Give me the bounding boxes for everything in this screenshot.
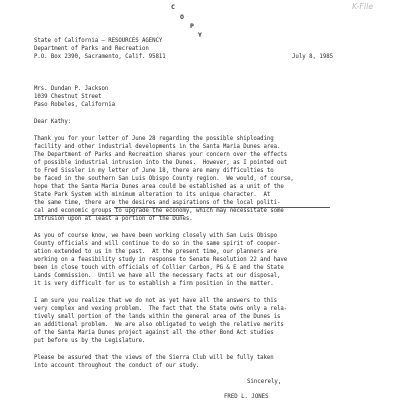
body-line: into account throughout the conduct of our study. [34, 363, 200, 369]
copy-stamp-letter: Y [198, 31, 202, 39]
letterhead-address: P.O. Box 2390, Sacramento, Calif. 95811 [34, 54, 166, 60]
body-line: State Park System with minimum alteration to its unique character. At [34, 192, 271, 198]
body-line: of possible industrial intrusion into the Dunes. However, as I pointed out [34, 160, 288, 166]
body-line: Lands Commission. Until we have all the necessary facts at our disposal, [34, 273, 281, 279]
body-line: the same time, there are the desires and aspirations of the local politi- [34, 200, 281, 206]
body-line: tively small portion of the lands within the general area of the Dunes is [34, 314, 281, 320]
body-line: it is very difficult for us to establish a firm position in the matter. [34, 281, 274, 287]
handwritten-underline [114, 207, 330, 208]
recipient-city: Paso Robeles, California [34, 102, 115, 108]
body-line: Please be assured that the views of the Sierra Club will be fully taken [34, 355, 274, 361]
body-line: hope that the Santa Maria Dunes area could be established as a unit of the [34, 184, 284, 190]
body-line: been in close touch with officials of Collier Carbon, PG & E and the State [34, 265, 284, 271]
body-line: ation extended to us in the past. At the present time, our planners are [34, 249, 277, 255]
recipient-name: Mrs. Dundan P. Jackson [34, 86, 109, 92]
letterhead-agency: State of California — RESOURCES AGENCY [34, 38, 163, 44]
salutation: Dear Kathy: [34, 119, 72, 125]
handwritten-underline [34, 215, 184, 216]
letterhead-department: Department of Parks and Recreation [34, 46, 149, 52]
body-line: of the Santa Maria Dunes project against all the other Bond Act studies [34, 330, 274, 336]
body-line: put before us by the Legislature. [34, 338, 146, 344]
body-line: be faced in the southern San Luis Obispo County region. We would, of course, [34, 176, 294, 182]
copy-stamp-letter: O [180, 13, 184, 21]
body-line: cal and economic groups to upgrade the economy, which may necessitate some [34, 208, 284, 214]
recipient-street: 1039 Chestnut Street [34, 94, 102, 100]
body-line: facility and other industrial developments in the Santa Maria Dunes area. [34, 144, 281, 150]
body-line: The Department of Parks and Recreation shares your concern over the effects [34, 152, 288, 158]
copy-stamp-letter: P [190, 22, 194, 30]
body-line: County officials and will continue to do so in the same spirit of cooper- [34, 241, 281, 247]
body-line: As you of course know, we have been working closely with San Luis Obispo [34, 233, 277, 239]
body-line: I am sure you realize that we do not as yet have all the answers to this [34, 298, 277, 304]
body-line: very complex and vexing problem. The fact that the State owns only a rela- [34, 306, 288, 312]
closing: Sincerely, [247, 379, 282, 385]
handwritten-file-annotation: K-File [352, 2, 374, 11]
body-line: working on a feasibility study in response to Senate Resolution 22 and have [34, 257, 288, 263]
body-line: Thank you for your letter of June 28 regarding the possible shiploading [34, 136, 274, 142]
body-line: to Fred Sissler in my letter of June 18, there are many difficulties to [34, 168, 274, 174]
body-line: intrusion upon at least a portion of the Dunes. [34, 216, 193, 222]
copy-stamp-letter: C [171, 3, 175, 11]
body-line: an additional problem. We are also obligated to weigh the relative merits [34, 322, 284, 328]
signature-name: FRED L. JONES [224, 394, 269, 400]
letter-date: July 8, 1985 [292, 54, 334, 60]
